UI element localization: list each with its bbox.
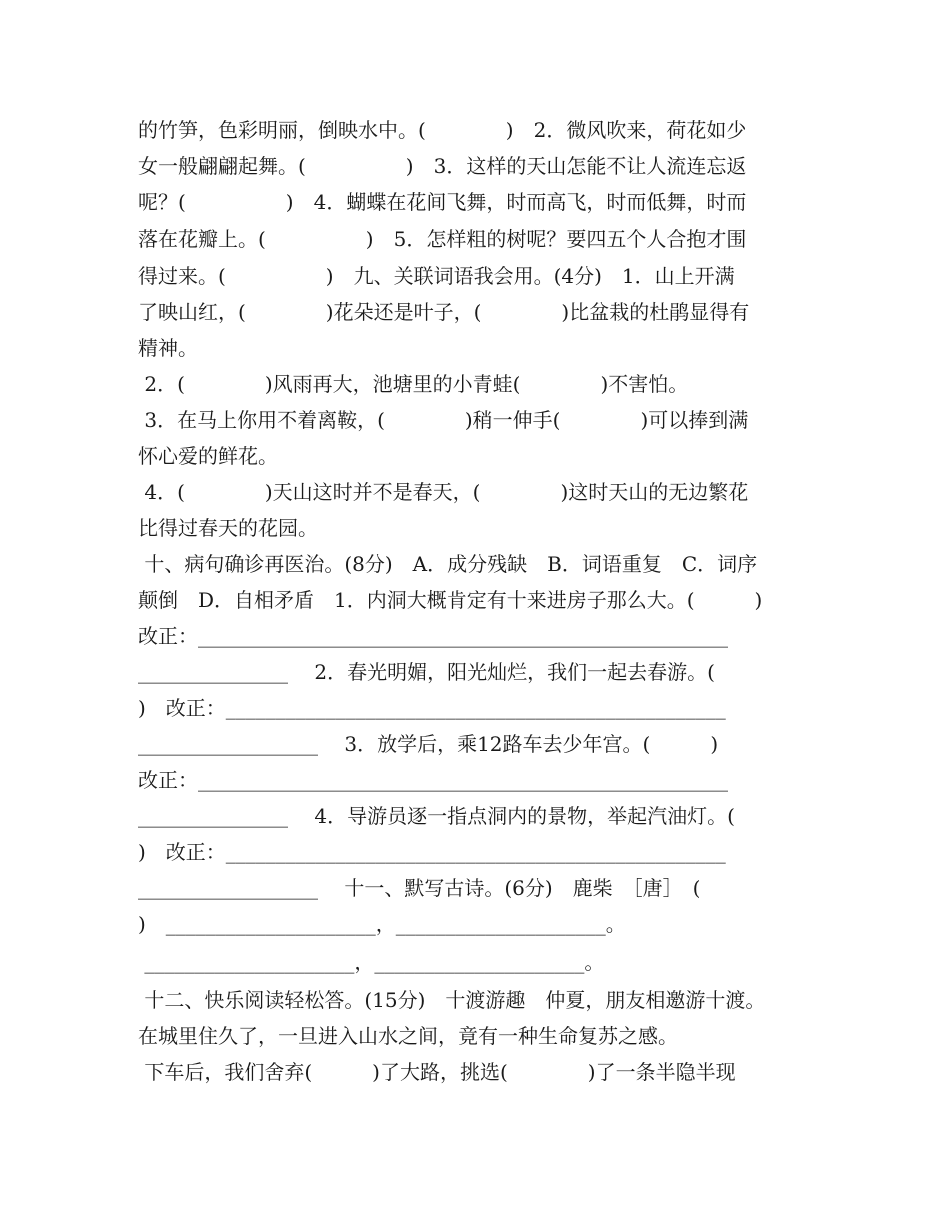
text-line: 颠倒 D．自相矛盾 1．内洞大概肯定有十来进房子那么大。( ) bbox=[138, 588, 763, 612]
text-line: 精神。 bbox=[138, 336, 198, 360]
text-line: 女一般翩翩起舞。( ) 3．这样的天山怎能不让人流连忘返 bbox=[138, 154, 747, 178]
text-line: _______________ 4．导游员逐一指点洞内的景物，举起汽油灯。( bbox=[138, 804, 735, 828]
text-line: __________________ 十一、默写古诗。(6分) 鹿柴 ［唐］ ( bbox=[138, 876, 701, 900]
text-line: __________________ 3．放学后，乘12路车去少年宫。( ) bbox=[138, 732, 719, 756]
text-line: 下车后，我们舍弃( )了大路，挑选( )了一条半隐半现 bbox=[138, 1060, 736, 1084]
text-line: ) 改正：__________________________________________________ bbox=[138, 840, 726, 864]
text-line: 3．在马上你用不着离鞍，( )稍一伸手( )可以捧到满 bbox=[138, 408, 749, 432]
text-line: 十二、快乐阅读轻松答。(15分) 十渡游趣 仲夏，朋友相邀游十渡。 bbox=[138, 988, 766, 1012]
text-line: 比得过春天的花园。 bbox=[138, 516, 318, 540]
text-line: _____________________，_____________________。 bbox=[138, 950, 605, 974]
text-line: 改正：_____________________________________________________ bbox=[138, 624, 728, 648]
text-line: 呢？( ) 4．蝴蝶在花间飞舞，时而高飞，时而低舞，时而 bbox=[138, 190, 747, 214]
text-line: 4．( )天山这时并不是春天，( )这时天山的无边繁花 bbox=[138, 480, 749, 504]
text-line: ) 改正：__________________________________________________ bbox=[138, 696, 726, 720]
text-line: 的竹笋，色彩明丽，倒映水中。( ) 2．微风吹来，荷花如少 bbox=[138, 118, 747, 142]
text-line: 在城里住久了，一旦进入山水之间，竟有一种生命复苏之感。 bbox=[138, 1024, 678, 1048]
text-line: 2．( )风雨再大，池塘里的小青蛙( )不害怕。 bbox=[138, 372, 689, 396]
text-line: _______________ 2．春光明媚，阳光灿烂，我们一起去春游。( bbox=[138, 660, 715, 684]
text-line: 十、病句确诊再医治。(8分) A．成分残缺 B．词语重复 C．词序 bbox=[138, 552, 758, 576]
text-line: 怀心爱的鲜花。 bbox=[138, 444, 278, 468]
text-line: ) _____________________，_____________________。 bbox=[138, 912, 626, 936]
text-line: 了映山红，( )花朵还是叶子，( )比盆栽的杜鹃显得有 bbox=[138, 300, 750, 324]
text-line: 落在花瓣上。( ) 5．怎样粗的树呢？要四五个人合抱才围 bbox=[138, 227, 747, 251]
text-line: 改正：_____________________________________________________ bbox=[138, 768, 728, 792]
text-line: 得过来。( ) 九、关联词语我会用。(4分) 1．山上开满 bbox=[138, 264, 735, 288]
